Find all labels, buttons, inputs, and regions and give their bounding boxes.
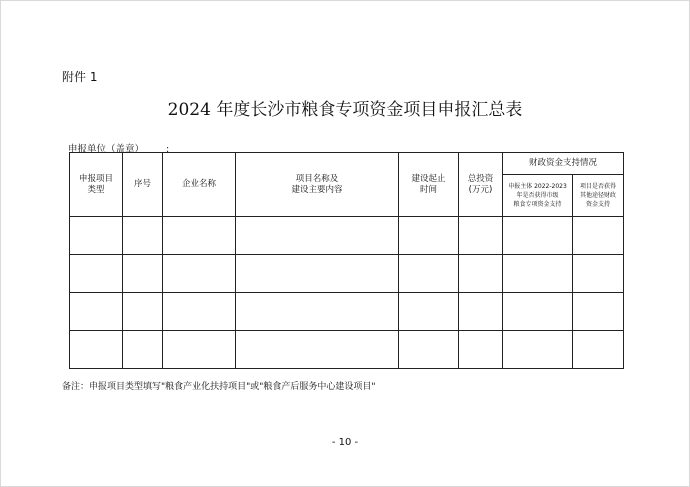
table-cell[interactable] [399,331,459,369]
table-cell[interactable] [123,217,163,255]
table-cell[interactable] [503,255,573,293]
header-fiscal-sub-1 [503,175,573,217]
header-total-investment [459,153,503,217]
table-cell[interactable] [399,255,459,293]
table-cell[interactable] [163,331,236,369]
page-number: - 10 - [331,437,359,448]
table-row [70,217,624,255]
header-project-name-line-1: 项目名称及 [295,173,339,184]
table-cell[interactable] [70,255,123,293]
table-row [70,331,624,369]
summary-table [69,152,624,369]
table-cell[interactable] [503,331,573,369]
attachment-label: 附件 1 [62,70,98,84]
table-cell[interactable] [503,293,573,331]
table-cell[interactable] [70,331,123,369]
header-fiscal-sub-1-line-2: 年是否获得市级 [516,192,559,199]
header-fiscal-sub-2-line-2: 其他途径财政 [580,192,617,199]
table-cell[interactable] [236,217,399,255]
table-row [70,293,624,331]
table-cell[interactable] [70,217,123,255]
table-cell[interactable] [163,255,236,293]
table-cell[interactable] [236,293,399,331]
applicant-colon: : [166,144,170,155]
table-cell[interactable] [236,255,399,293]
header-project-type [70,153,123,217]
table-cell[interactable] [399,217,459,255]
table-cell[interactable] [399,293,459,331]
header-total-investment-line-1: 总投资 [467,173,494,184]
header-fiscal-sub-2-line-1: 项目是否获得 [580,183,617,190]
table-cell[interactable] [573,255,624,293]
table-cell[interactable] [123,255,163,293]
header-fiscal-sub-1-line-3: 粮食专项资金支持 [513,201,562,208]
header-construction-time [399,153,459,217]
header-construction-time-line-1: 建设起止 [411,173,446,184]
table-cell[interactable] [573,331,624,369]
table-cell[interactable] [459,217,503,255]
header-project-type-line-1: 申报项目 [78,173,113,184]
table-cell[interactable] [459,255,503,293]
header-fiscal-sub-1-line-1: 申报主体 2022-2023 [508,183,567,190]
table-cell[interactable] [123,293,163,331]
table-cell[interactable] [163,293,236,331]
table-cell[interactable] [503,217,573,255]
header-fiscal-sub-2-line-3: 资金支持 [586,201,611,208]
table-cell[interactable] [459,293,503,331]
applicant-label: 申报单位（盖章） [68,144,145,155]
header-project-name-line-2: 建设主要内容 [291,184,343,195]
table-cell[interactable] [573,217,624,255]
table-cell[interactable] [236,331,399,369]
header-fiscal-sub-2 [573,175,624,217]
header-total-investment-line-2: (万元) [468,184,493,195]
header-construction-time-line-2: 时间 [419,184,437,195]
table-row [70,255,624,293]
header-row-top [70,153,624,175]
table-cell[interactable] [163,217,236,255]
header-serial-no: 序号 [123,153,163,217]
page-title: 2024 年度长沙市粮食专项资金项目申报汇总表 [167,100,523,120]
table-note: 备注：申报项目类型填写"粮食产业化扶持项目"或"粮食产后服务中心建设项目" [62,382,376,392]
table-cell[interactable] [123,331,163,369]
header-fiscal-support: 财政资金支持情况 [503,153,624,175]
table-cell[interactable] [70,293,123,331]
table-cell[interactable] [459,331,503,369]
header-project-name [236,153,399,217]
header-company-name: 企业名称 [163,153,236,217]
header-project-type-line-2: 类型 [87,184,105,195]
table-cell[interactable] [573,293,624,331]
